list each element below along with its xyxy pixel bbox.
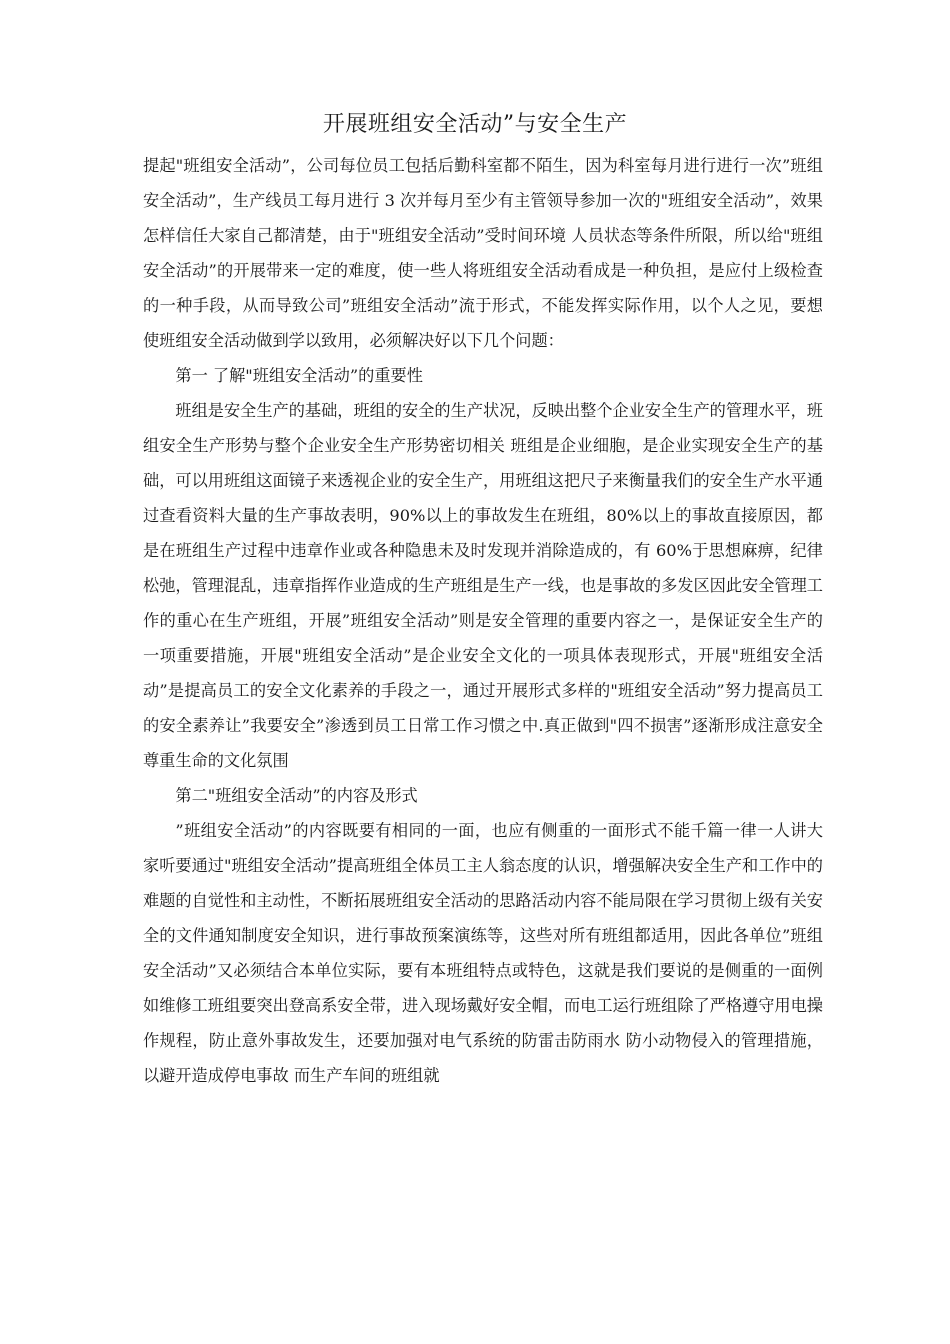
document-title: 开展班组安全活动”与安全生产 bbox=[322, 112, 628, 137]
section-heading-1: 第一 了解"班组安全活动”的重要性 bbox=[175, 366, 423, 385]
body-paragraph: 班组是安全生产的基础，班组的安全的生产状况，反映出整个企业安全生产的管理水平，班组安全生产形势与整个企业安全生产形势密切相关 班组是企业细胞，是企业实现安全生产的基础，可以用班组这面镜子来透视企业的安全生产，用班组这把尺子来衡量我们的安全生产水平通过查看资料大量的生产事故表明，90%以上的事故发生在班组，80%以上的事故直接原因，都是在班组生产过程中违章作业或各种隐患未及时发现并消除造成的，有 60%于思想麻痹，纪律松弛，管理混乱，违章指挥作业造成的生产班组是生产一线，也是事故的多发区因此安全管理工作的重心在生产班组，开展”班组安全活动”则是安全管理的重要内容之一，是保证安全生产的一项重要措施，开展"班组安全活动”是企业安全文化的一项具体表现形式，开展"班组安全活动”是提高员工的安全文化素养的手段之一，通过开展形式多样的"班组安全活动”努力提高员工的安全素养让”我要安全”渗透到员工日常工作习惯之中.真正做到"四不损害”逐渐形成注意安全 尊重生命的文化氛围 bbox=[143, 401, 823, 770]
intro-paragraph: 提起"班组安全活动”，公司每位员工包括后勤科室都不陌生，因为科室每月进行进行一次”班组安全活动”，生产线员工每月进行 3 次并每月至少有主管领导参加一次的"班组安全活动”，效果怎样信任大家自己都清楚，由于"班组安全活动”受时间环境 人员状态等条件所限，所以给"班组安全活动”的开展带来一定的难度，使一些人将班组安全活动看成是一种负担，是应付上级检查的一种手段，从而导致公司”班组安全活动”流于形式，不能发挥实际作用，以个人之见，要想使班组安全活动做到学以致用，必须解决好以下几个问题： bbox=[143, 156, 823, 350]
section-heading-2: 第二"班组安全活动”的内容及形式 bbox=[175, 786, 418, 805]
document-body bbox=[143, 148, 823, 1093]
body-paragraph: ”班组安全活动”的内容既要有相同的一面，也应有侧重的一面形式不能千篇一律一人讲大家听要通过"班组安全活动”提高班组全体员工主人翁态度的认识，增强解决安全生产和工作中的难题的自觉性和主动性，不断拓展班组安全活动的思路活动内容不能局限在学习贯彻上级有关安全的文件通知制度安全知识，进行事故预案演练等，这些对所有班组都适用，因此各单位”班组安全活动”又必须结合本单位实际，要有本班组特点或特色，这就是我们要说的是侧重的一面例如维修工班组要突出登高系安全带，进入现场戴好安全帽，而电工运行班组除了严格遵守用电操作规程，防止意外事故发生，还要加强对电气系统的防雷击防雨水 防小动物侵入的管理措施，以避开造成停电事故 而生产车间的班组就 bbox=[143, 821, 823, 1085]
